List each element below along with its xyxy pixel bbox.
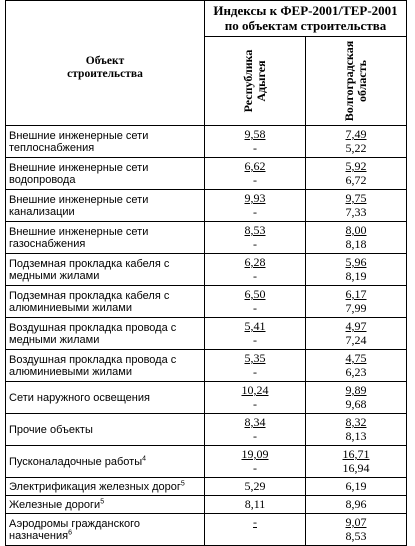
- table-row: [6, 478, 407, 496]
- indices-title-line1: Индексы к ФЕР-2001/ТЕР-2001: [213, 3, 398, 18]
- index-value-top: 6,50: [244, 287, 266, 301]
- volgograd-value-cell: [306, 496, 407, 514]
- index-value-top: 6,28: [244, 255, 266, 269]
- adygea-value-cell: [205, 496, 306, 514]
- index-value-bottom: -: [253, 461, 257, 475]
- index-value-bottom: 8,13: [345, 429, 367, 443]
- index-value-top: -: [253, 515, 257, 529]
- object-name-line1: Сети наружного освещения: [9, 391, 150, 404]
- index-value-bottom: 16,94: [342, 461, 370, 475]
- index-value-bottom: 8,18: [345, 237, 367, 251]
- object-name-cell: [6, 126, 205, 158]
- object-name-cell: [6, 190, 205, 222]
- adygea-value-cell: [205, 190, 306, 222]
- table-row: [6, 446, 407, 478]
- index-value-bottom: -: [253, 429, 257, 443]
- index-value-bottom: -: [253, 141, 257, 155]
- adygea-value-cell: [205, 514, 306, 546]
- index-value-bottom: 6,23: [345, 365, 367, 379]
- region-header-volgograd: [306, 37, 407, 126]
- volgograd-value-cell: [306, 222, 407, 254]
- index-value-bottom: -: [253, 333, 257, 347]
- index-value-bottom: 7,24: [345, 333, 367, 347]
- object-name: Электрификация железных дорог: [9, 480, 181, 493]
- region-volgograd-line1: Волгоградская: [342, 40, 356, 122]
- table-row: [6, 286, 407, 318]
- object-name-cell: [6, 414, 205, 446]
- index-value-bottom: -: [253, 365, 257, 379]
- index-value-top: 7,49: [345, 127, 367, 141]
- adygea-value-cell: [205, 158, 306, 190]
- object-name-line2: водопровода: [9, 173, 76, 186]
- object-name-line2: назначения: [9, 529, 69, 542]
- index-value-bottom: 8,19: [345, 269, 367, 283]
- object-name-line2: алюминиевыми жилами: [9, 301, 132, 314]
- adygea-value-cell: [205, 126, 306, 158]
- object-name-cell: [6, 222, 205, 254]
- object-name-line2: алюминиевыми жилами: [9, 365, 132, 378]
- object-name-cell: [6, 496, 205, 514]
- index-value-top: 6,62: [244, 159, 266, 173]
- object-name-cell: [6, 158, 205, 190]
- object-name: Железные дороги: [9, 498, 101, 511]
- adygea-value-cell: [205, 286, 306, 318]
- footnote-marker: 5: [180, 479, 185, 487]
- index-value-bottom: -: [253, 205, 257, 219]
- index-value-bottom: 7,33: [345, 205, 367, 219]
- object-name-cell: [6, 286, 205, 318]
- volgograd-value-cell: [306, 478, 407, 496]
- object-name-line1: Внешние инженерные сети: [9, 129, 149, 142]
- index-value-top: 8,32: [345, 415, 367, 429]
- index-value: 8,11: [244, 497, 266, 511]
- volgograd-value-cell: [306, 190, 407, 222]
- index-value-top: 8,34: [244, 415, 266, 429]
- object-name-line1: Подземная прокладка кабеля с: [9, 289, 170, 302]
- indices-group-header: [205, 1, 407, 37]
- table-row: [6, 350, 407, 382]
- adygea-value-cell: [205, 478, 306, 496]
- index-value-top: 9,89: [345, 383, 367, 397]
- object-name-line1: Воздушная прокладка провода с: [9, 321, 177, 334]
- object-name-cell: [6, 382, 205, 414]
- index-value: 8,96: [345, 497, 367, 511]
- volgograd-value-cell: [306, 126, 407, 158]
- volgograd-value-cell: [306, 414, 407, 446]
- adygea-value-cell: [205, 254, 306, 286]
- adygea-value-cell: [205, 318, 306, 350]
- indices-table-container: [5, 0, 407, 546]
- volgograd-value-cell: [306, 446, 407, 478]
- index-value-top: 4,97: [345, 319, 367, 333]
- object-name-line1: Воздушная прокладка провода с: [9, 353, 177, 366]
- index-value-top: 6,17: [345, 287, 367, 301]
- object-name-line1: Пусконаладочные работы: [9, 455, 143, 468]
- table-row: [6, 496, 407, 514]
- index-value: 5,29: [244, 479, 266, 493]
- index-value-bottom: -: [253, 269, 257, 283]
- index-value-bottom: -: [253, 397, 257, 411]
- volgograd-value-cell: [306, 254, 407, 286]
- adygea-value-cell: [205, 446, 306, 478]
- object-name-line1: Прочие объекты: [9, 423, 93, 436]
- index-value-bottom: -: [253, 173, 257, 187]
- table-row: [6, 382, 407, 414]
- index-value-top: 10,24: [241, 383, 269, 397]
- index-value-top: 4,75: [345, 351, 367, 365]
- adygea-value-cell: [205, 382, 306, 414]
- object-name-line1: Внешние инженерные сети: [9, 193, 149, 206]
- region-header-adygea: [205, 37, 306, 126]
- volgograd-value-cell: [306, 514, 407, 546]
- index-value-bottom: 6,72: [345, 173, 367, 187]
- index-value-bottom: -: [253, 237, 257, 251]
- index-value-bottom: 7,99: [345, 301, 367, 315]
- index-value-top: 8,00: [345, 223, 367, 237]
- object-name-line1: Подземная прокладка кабеля с: [9, 257, 170, 270]
- object-name-cell: [6, 514, 205, 546]
- object-name-cell: [6, 350, 205, 382]
- object-name-cell: [6, 254, 205, 286]
- table-row: [6, 158, 407, 190]
- object-name-line2: теплоснабжения: [9, 141, 95, 154]
- object-name-cell: [6, 446, 205, 478]
- indices-title-line2: по объектам строительства: [224, 18, 387, 33]
- table-row: [6, 414, 407, 446]
- index-value-top: 5,96: [345, 255, 367, 269]
- index-value-top: 9,58: [244, 127, 266, 141]
- object-name-line2: медными жилами: [9, 269, 100, 282]
- object-name-line2: канализации: [9, 205, 75, 218]
- region-adygea-line2: Адыгея: [254, 60, 268, 102]
- index-value-top: 16,71: [342, 447, 370, 461]
- adygea-value-cell: [205, 350, 306, 382]
- object-name-cell: [6, 478, 205, 496]
- adygea-value-cell: [205, 414, 306, 446]
- object-name-cell: [6, 318, 205, 350]
- object-column-header-line2: строительства: [67, 68, 143, 80]
- footnote-marker: 6: [68, 528, 72, 536]
- index-value-top: 5,41: [244, 319, 266, 333]
- table-row: [6, 126, 407, 158]
- index-value-top: 8,53: [244, 223, 266, 237]
- index-value-top: 9,07: [345, 515, 367, 529]
- object-name-line2: газоснабжения: [9, 237, 86, 250]
- indices-table: [5, 0, 407, 546]
- region-adygea-line1: Республика: [241, 49, 255, 113]
- volgograd-value-cell: [306, 318, 407, 350]
- index-value-bottom: -: [253, 301, 257, 315]
- index-value-top: 5,35: [244, 351, 266, 365]
- object-name-line1: Внешние инженерные сети: [9, 225, 149, 238]
- table-row: [6, 254, 407, 286]
- footnote-marker: 5: [100, 497, 105, 505]
- volgograd-value-cell: [306, 158, 407, 190]
- volgograd-value-cell: [306, 286, 407, 318]
- index-value-bottom: 9,68: [345, 397, 367, 411]
- footnote-marker: 4: [142, 454, 147, 462]
- table-row: [6, 190, 407, 222]
- region-volgograd-line2: область: [355, 60, 369, 103]
- table-row: [6, 514, 407, 546]
- object-column-header-line1: Объект: [85, 55, 125, 67]
- object-name-line1: Внешние инженерные сети: [9, 161, 149, 174]
- index-value-top: 9,75: [345, 191, 367, 205]
- volgograd-value-cell: [306, 350, 407, 382]
- index-value-top: 5,92: [345, 159, 367, 173]
- header-row-top: [6, 1, 407, 37]
- object-name-line1: Аэродромы гражданского: [9, 517, 141, 530]
- object-name-line2: медными жилами: [9, 333, 100, 346]
- index-value-bottom: 8,53: [345, 529, 367, 543]
- index-value-top: 9,93: [244, 191, 266, 205]
- index-value: 6,19: [345, 479, 367, 493]
- table-row: [6, 222, 407, 254]
- adygea-value-cell: [205, 222, 306, 254]
- object-column-header: [6, 1, 205, 126]
- index-value-top: 19,09: [241, 447, 269, 461]
- table-row: [6, 318, 407, 350]
- index-value-bottom: 5,22: [345, 141, 367, 155]
- volgograd-value-cell: [306, 382, 407, 414]
